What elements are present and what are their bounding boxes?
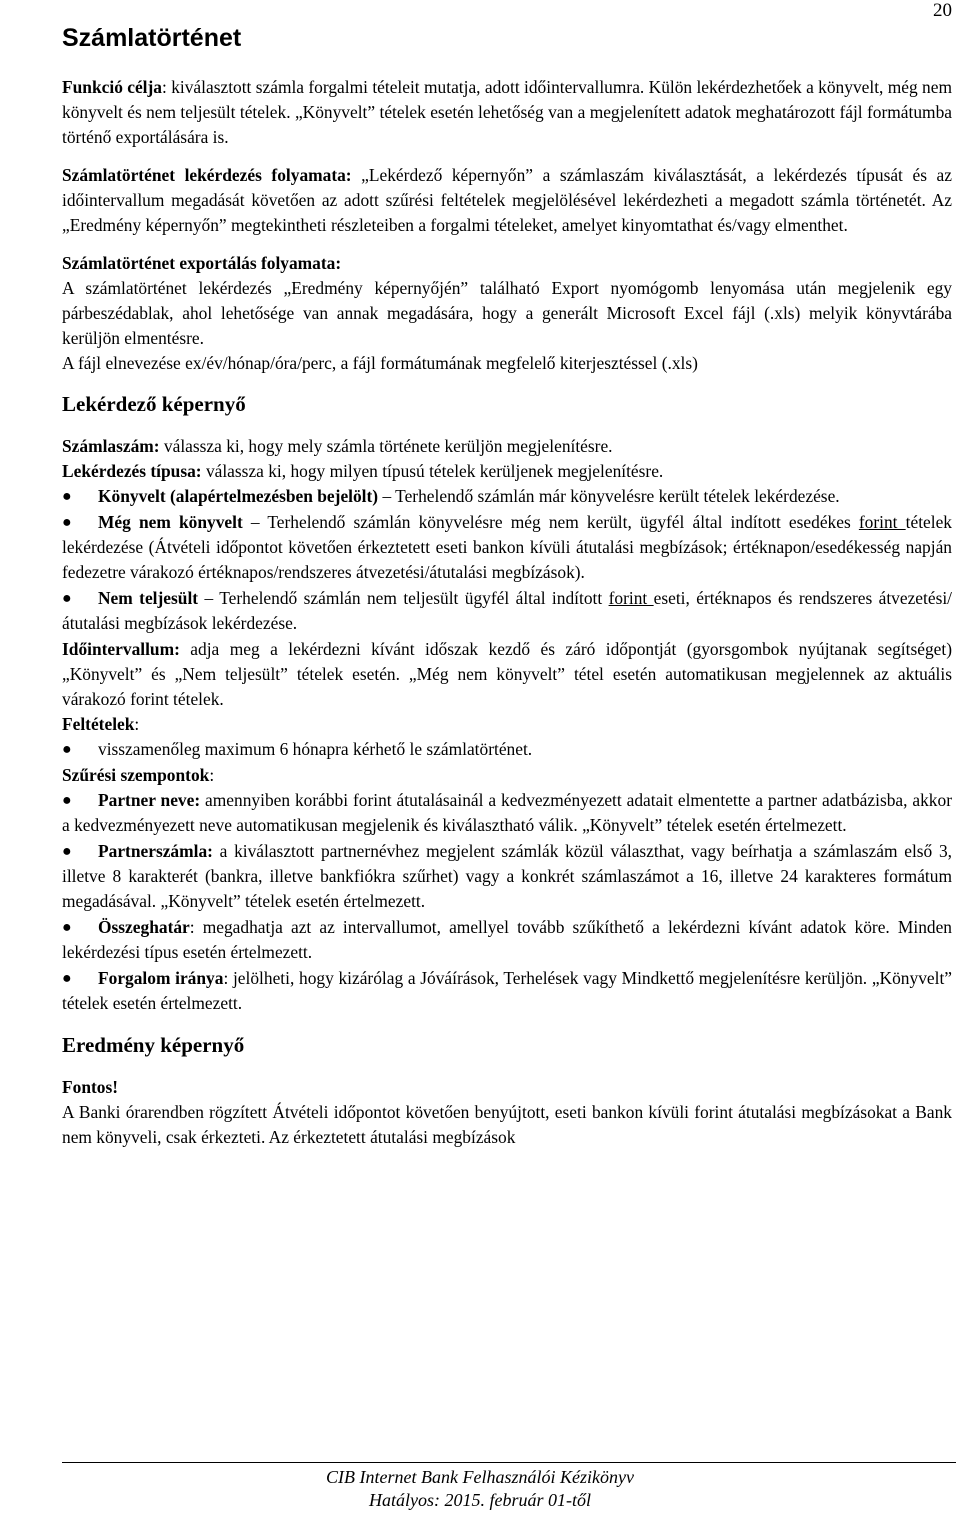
query-screen-heading: Lekérdező képernyő	[62, 392, 246, 416]
important-label: Fontos!	[62, 1077, 119, 1097]
bullet-icon: ●	[62, 970, 72, 987]
bullet-icon: ●	[62, 514, 72, 531]
list-item-label: Nem teljesült	[98, 588, 199, 608]
interval-label: Időintervallum:	[62, 639, 180, 659]
forint-link[interactable]: forint	[608, 588, 654, 608]
filters-list	[62, 788, 952, 1016]
list-item	[62, 839, 952, 914]
list-item-text: tételek lekérdezése (Átvételi időpontot követően érkeztetett eseti bankon kívüli átutalási megbízások; értéknapon/esedékesség napján fedezetre várakozó értéknapos/rendszeres átvezetési/átutalási megbízások).	[62, 512, 953, 582]
query-type-paragraph	[62, 459, 952, 484]
conditions-label: Feltételek	[62, 714, 135, 734]
list-item	[62, 788, 952, 838]
query-process-paragraph	[62, 163, 952, 238]
list-item-label: Partnerszámla:	[98, 841, 213, 861]
bullet-icon: ●	[62, 919, 72, 936]
list-item-label: Partner neve:	[98, 790, 201, 810]
list-item	[62, 737, 952, 762]
forint-link[interactable]: forint	[858, 512, 906, 532]
footer-title: CIB Internet Bank Felhasználói Kézikönyv	[326, 1467, 634, 1487]
footer-effective-date: Hatályos: 2015. február 01-től	[369, 1490, 591, 1510]
query-type-list	[62, 484, 952, 636]
list-item-text: – Terhelendő számlán már könyvelésre került tételek lekérdezése.	[378, 486, 840, 506]
list-item-text: : megadhatja azt az intervallumot, amellyel tovább szűkíthető a lekérdezni kívánt adatok köre. Minden lekérdezési típus esetén értelmezett.	[62, 917, 952, 962]
account-paragraph	[62, 434, 952, 459]
list-item	[62, 510, 952, 585]
intro-paragraph	[62, 75, 952, 150]
interval-paragraph	[62, 637, 952, 712]
list-item-label: Összeghatár	[98, 917, 190, 937]
list-item	[62, 586, 952, 636]
interval-text: adja meg a lekérdezni kívánt időszak kezdő és záró időpontját (gyorsgombok nyújtanak segítséget) „Könyvelt” és „Nem teljesült” tételek esetén. „Még nem könyvelt” tétel esetén automatikusan megjelennek az aktuális várakozó forint tételek.	[62, 639, 952, 709]
document-body	[62, 22, 952, 1150]
query-type-label: Lekérdezés típusa:	[62, 461, 202, 481]
list-item-label: Könyvelt (alapértelmezésben bejelölt)	[98, 486, 379, 506]
list-item-text: – Terhelendő számlán nem teljesült ügyfél által indított	[198, 588, 609, 608]
account-label: Számlaszám:	[62, 436, 160, 456]
result-screen-heading: Eredmény képernyő	[62, 1033, 245, 1057]
list-item-text: : jelölheti, hogy kizárólag a Jóváírások, Terhelések vagy Mindkettő megjelenítésre kerüljön. „Könyvelt” tételek esetén értelmezett.	[62, 968, 952, 1013]
export-filename-text: A fájl elnevezése ex/év/hónap/óra/perc, a fájl formátumának megfelelő kiterjesztéssel (.xls)	[62, 353, 698, 373]
intro-label: Funkció célja	[62, 77, 163, 97]
conditions-list	[62, 737, 952, 762]
filters-suffix: :	[209, 765, 215, 785]
footer	[0, 1466, 960, 1512]
list-item	[62, 966, 952, 1016]
important-line	[62, 1075, 952, 1100]
list-item-label: Még nem könyvelt	[98, 512, 243, 532]
conditions-suffix: :	[134, 714, 140, 734]
export-process-text: A számlatörténet lekérdezés „Eredmény képernyőjén” található Export nyomógomb lenyomása után megjelenik egy párbeszédablak, ahol lehetősége van annak megadására, hogy a generált Microsoft Excel fájl (.xls) melyik könyvtárába kerüljön elmentésre.	[62, 278, 952, 348]
conditions-paragraph	[62, 712, 952, 737]
export-process-label: Számlatörténet exportálás folyamata:	[62, 253, 342, 273]
list-item-text: eseti, értéknapos és rendszeres átvezetési/átutalási megbízások lekérdezése.	[62, 588, 953, 633]
page-number: 20	[933, 0, 952, 21]
query-process-text: „Lekérdező képernyőn” a számlaszám kiválasztását, a lekérdezés típusát és az időintervallum megadását követően az adott szűrési feltételek megjelölésével lekérdezheti a megadott számla történetét. Az „Eredmény képernyőn” megtekintheti részleteiben a forgalmi tételeket, amelyet kinyomtathat és/vagy elmenthet.	[62, 165, 952, 235]
list-item-text: – Terhelendő számlán könyvelésre még nem került, ügyfél által indított esedékes	[242, 512, 859, 532]
bullet-icon: ●	[62, 843, 72, 860]
query-process-label: Számlatörténet lekérdezés folyamata:	[62, 165, 352, 185]
list-item	[62, 484, 952, 509]
list-item-label: Forgalom iránya	[98, 968, 224, 988]
list-item-text: amennyiben korábbi forint átutalásainál a kedvezményezett adatait elmentette a partner adatbázisba, akkor a kedvezményezett neve automatikusan megjelenik és kiválasztható válik. „Könyvelt” tételek esetén értelmezett.	[62, 790, 952, 835]
bullet-icon: ●	[62, 792, 72, 809]
query-type-text: válassza ki, hogy milyen típusú tételek kerüljenek megjelenítésre.	[201, 461, 664, 481]
result-screen-text: A Banki órarendben rögzített Átvételi időpontot követően benyújtott, eseti bankon kívüli forint átutalási megbízásokat a Bank nem könyveli, csak érkezteti. Az érkeztetett átutalási megbízások	[62, 1102, 952, 1147]
bullet-icon: ●	[62, 488, 72, 505]
bullet-icon: ●	[62, 590, 72, 607]
list-item	[62, 915, 952, 965]
export-process-label-line	[62, 251, 952, 276]
list-item-text: a kiválasztott partnernévhez megjelent számlák közül választhat, vagy beírhatja a számlaszám első 3, illetve 8 karakterét (bankra, illetve bankfiókra szűrhet) vagy a konkrét számlaszámot a 16, illetve 24 karakteres formátum megadásával. „Könyvelt” tételek esetén értelmezett.	[62, 841, 952, 911]
filters-label: Szűrési szempontok	[62, 765, 210, 785]
filters-paragraph	[62, 763, 952, 788]
list-item-text: visszamenőleg maximum 6 hónapra kérhető le számlatörténet.	[98, 739, 533, 759]
account-text: válassza ki, hogy mely számla története kerüljön megjelenítésre.	[159, 436, 613, 456]
page-title: Számlatörténet	[62, 24, 242, 52]
bullet-icon: ●	[62, 741, 72, 758]
footer-divider	[62, 1462, 956, 1463]
intro-text: : kiválasztott számla forgalmi tételeit mutatja, adott időintervallumra. Külön lekérdezhetőek a könyvelt, még nem könyvelt és nem teljesült tételek. „Könyvelt” tételek esetén lehetőség van a megjelenített adatok meghatározott fájl formátumba történő exportálására is.	[62, 77, 952, 147]
